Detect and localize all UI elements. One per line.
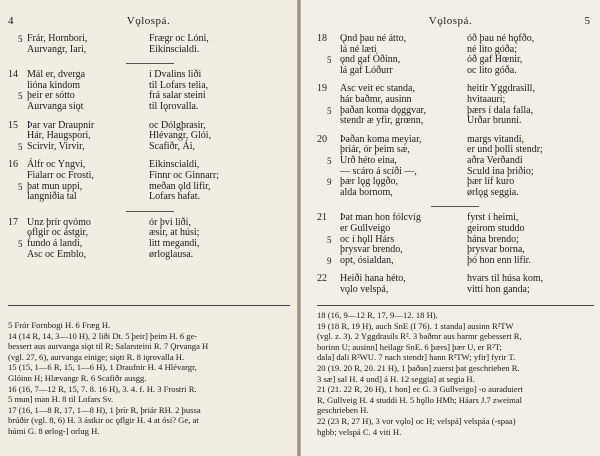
verse-line: [317, 116, 592, 127]
stanza-number: 18: [317, 33, 327, 44]
half-line-b: til Iǫrovalla.: [149, 100, 199, 112]
half-line-a: vǫlo velspá,: [340, 283, 389, 295]
line-number: 5: [327, 55, 332, 66]
note-line: 15 (15, 1—6 R, 15, 1—6 H), 1 Draufnir H. 4 Hlévargr,: [8, 362, 197, 373]
line-number: 5: [327, 155, 332, 166]
half-line-b: margs vitandi,: [467, 133, 525, 145]
note-line: 17 (16, 1—8 R, 17, 1—8 H), 1 þrír R, þriár RH. 2 þussa: [8, 404, 201, 415]
half-line-a: fundo á landi,: [27, 237, 83, 249]
half-line-b: Hlévangr, Glói,: [149, 130, 212, 142]
stanza-block: [8, 34, 288, 268]
verse-line: [317, 285, 592, 296]
half-line-b: oc lito góða.: [467, 64, 517, 76]
half-line-b: Finnr oc Ginnarr;: [149, 169, 219, 181]
half-line-a: Aurvangr, Iari,: [27, 43, 87, 55]
half-line-b: til Lofars telia,: [149, 79, 209, 91]
half-line-b: Eikinscialdi,: [149, 159, 200, 171]
stanza: [8, 218, 288, 260]
half-line-a: Ǫnd þau né átto,: [340, 33, 407, 44]
half-line-a: lá né læti: [340, 43, 377, 55]
half-line-b: heitir Yggdrasill,: [467, 83, 535, 95]
stanza-number: 14: [8, 69, 18, 81]
stanza: [317, 213, 592, 266]
notes-divider: [8, 305, 290, 306]
verse-line: [317, 188, 592, 199]
half-line-a: Frár, Hornbori,: [27, 33, 88, 44]
right-page: [301, 0, 600, 456]
half-line-a: hár baðmr, ausinn: [340, 93, 412, 105]
half-line-a: Aurvanga siǫt: [27, 100, 84, 112]
verse-line: [8, 34, 288, 45]
critical-apparatus: [317, 310, 593, 437]
half-line-a: þaðan koma dǫggvar,: [340, 104, 426, 116]
half-line-b: þær líf kuro: [467, 176, 515, 188]
critical-apparatus: [8, 320, 290, 437]
line-number: 5: [327, 234, 332, 245]
note-line: brúðir (vgl. 8, 6) H. 3 ástkir oc ǫflgir H. 4 at ósi? Ge, at: [8, 415, 199, 426]
half-line-a: alda bornom,: [340, 186, 393, 198]
note-line: 5 mun] man H. 8 til Lofars Sv.: [8, 394, 114, 405]
half-line-b: geirom studdo: [467, 222, 525, 234]
half-line-a: Fialarr oc Frosti,: [27, 169, 94, 181]
stanza: [317, 34, 592, 76]
right-header: [301, 15, 600, 29]
note-line: 21 (21. 22 R, 26 H), 1 hon] ec G. 3 Gullveigo] -o auraduiert: [317, 384, 523, 395]
left-header: [0, 15, 297, 29]
half-line-a: þat mun uppi,: [27, 180, 83, 192]
note-line: (vgl. z. 3). 2 Yggdrasils R². 3 baðmr aus barmr gebessert R,: [317, 331, 522, 342]
line-number: 5: [18, 238, 23, 249]
half-line-a: Scirvir, Virvir,: [27, 140, 85, 152]
half-line-b: ørloglausa.: [149, 248, 194, 260]
half-line-b: né lito góða;: [467, 43, 517, 55]
stanza-number: 20: [317, 133, 327, 145]
half-line-a: Þat man hon fólcvíg: [340, 212, 421, 224]
half-line-a: Hár, Haugspori,: [27, 130, 91, 142]
stanza: [8, 70, 288, 112]
half-line-b: meðan ǫld lifir,: [149, 180, 211, 192]
half-line-b: óð gaf Hœnir,: [467, 54, 523, 66]
half-line-a: þriár, ór þeim sæ,: [340, 144, 410, 156]
note-line: geschrieben H.: [317, 405, 369, 416]
half-line-a: — scáro á scíði —,: [340, 165, 417, 177]
half-line-a: ǫflgir oc ástgir,: [27, 227, 88, 239]
stanza-divider: [126, 211, 174, 212]
verse-line: [8, 192, 288, 203]
page-number: 5: [584, 15, 590, 27]
half-line-a: Þar var Draupnir: [27, 119, 95, 131]
stanza: [317, 274, 592, 295]
note-line: dala] dali R²WU. 7 nach stendr] hann R²TW; yfir] fyrir T.: [317, 352, 516, 363]
half-line-b: óð þau né hǫfðo,: [467, 33, 535, 44]
note-line: 18 (16, 9—12 R, 17, 9—12. 18 H).: [317, 310, 438, 320]
half-line-b: ór þvi liði,: [149, 216, 191, 228]
verse-line: [317, 256, 592, 267]
half-line-b: ørlǫg seggia.: [467, 186, 519, 198]
note-line: 3 sæ] sal H. 4 und] á H. 12 seggia] at segia H.: [317, 373, 475, 384]
verse-line: [8, 45, 288, 56]
page-number: 4: [8, 15, 14, 27]
half-line-a: þeir er sótto: [27, 90, 75, 102]
half-line-a: þrysvar brendo,: [340, 244, 403, 256]
half-line-a: er Gullveigo: [340, 222, 391, 234]
stanza-divider: [126, 63, 174, 64]
half-line-b: hvitaauri;: [467, 93, 506, 105]
stanza-number: 19: [317, 83, 327, 95]
half-line-a: ǫnd gaf Óðinn,: [340, 54, 401, 66]
note-line: Glóinn H; Hlævangr R. 6 Scafiðr ausgg.: [8, 372, 147, 383]
line-number: 9: [327, 177, 332, 188]
half-line-b: hvars til húsa kom,: [467, 273, 544, 285]
half-line-a: Heiði hana héto,: [340, 273, 406, 285]
notes-divider: [317, 305, 594, 306]
note-line: 16 (16, 7—12 R, 15, 7. 8. 16 H), 3. 4. f. H. 3 Frostri R.: [8, 383, 197, 394]
stanza: [317, 84, 592, 126]
half-line-b: litt megandi,: [149, 237, 200, 249]
half-line-a: Asc veit ec standa,: [340, 83, 415, 95]
verse-line: [317, 95, 592, 106]
verse-line: [317, 66, 592, 77]
running-title: Vǫlospá.: [126, 15, 171, 27]
half-line-b: Sculd ina þriðio;: [467, 165, 534, 177]
half-line-b: æsir, at húsi;: [149, 227, 200, 239]
half-line-a: Asc oc Emblo,: [27, 248, 87, 260]
half-line-a: Álfr oc Yngvi,: [27, 159, 86, 171]
verse-line: [8, 142, 288, 153]
half-line-b: Urðar brunni.: [467, 115, 522, 127]
stanza-divider: [431, 206, 479, 207]
verse-line: [8, 171, 288, 182]
note-line: 14 (14 R, 14, 3—10 H), 2 liði Dt. 5 þeir] þeim H. 6 ge-: [8, 330, 198, 341]
line-number: 5: [18, 141, 23, 152]
half-line-a: Mál er, dverga: [27, 69, 86, 81]
half-line-a: Unz þrír qvómo: [27, 216, 91, 228]
half-line-b: hána brendo;: [467, 233, 519, 245]
half-line-b: Frægr oc Lóni,: [149, 33, 209, 44]
line-number: 5: [18, 34, 23, 44]
half-line-b: Scafiðr, Ái,: [149, 140, 195, 152]
half-line-a: Þaðan koma meyiar,: [340, 133, 422, 145]
note-line: bessert aus aurvanga siǫt til R; Salarsteini R. 7 Ǫrvanga H: [8, 341, 209, 352]
note-line: 5 Frór Fornbogi H. 6 Fræg H.: [8, 320, 111, 330]
half-line-b: Lofars hafat.: [149, 191, 201, 203]
running-title: Vǫlospá.: [428, 15, 473, 27]
verse-line: [317, 224, 592, 235]
half-line-b: fyrst í heimi,: [467, 212, 519, 224]
half-line-a: Urð héto eina,: [340, 154, 397, 166]
half-line-b: í Dvalins liði: [149, 69, 202, 81]
half-line-b: er und þolli stendr;: [467, 144, 543, 156]
line-number: 5: [18, 181, 23, 192]
stanza: [8, 34, 288, 55]
stanza-number: 17: [8, 216, 18, 228]
half-line-b: Eikinscialdi.: [149, 43, 200, 55]
note-line: 20 (19. 20 R, 20. 21 H), 1 þaðan] zuerst þat geschrieben R.: [317, 362, 520, 373]
half-line-b: þó hon enn lifir.: [467, 254, 531, 266]
half-line-b: oc Dólgþrasir,: [149, 119, 206, 131]
half-line-b: aðra Verðandi: [467, 154, 523, 166]
stanza-number: 16: [8, 159, 18, 171]
verse-line: [8, 250, 288, 261]
verse-line: [317, 34, 592, 45]
stanza: [8, 121, 288, 153]
note-line: R, Gullveig H. 4 studdi H. 5 hǫllo HMh; Háars J.7 zweimal: [317, 394, 523, 405]
note-line: (vgl. 27, 6), aurvanga einige; siǫtt R. 8 iǫrovalla H.: [8, 351, 185, 362]
stanza-number: 21: [317, 212, 327, 224]
note-line: húmi G. 8 ørlog-] orlug H.: [8, 425, 100, 436]
half-line-a: þær lǫg lǫgðo,: [340, 176, 399, 188]
half-line-b: vitti hon ganda;: [467, 283, 530, 295]
line-number: 5: [327, 105, 332, 116]
note-line: 19 (18 R, 19 H), auch SnE (I 76). 1 standa] ausinn R²TW: [317, 320, 514, 331]
half-line-a: lá gaf Lóðurr: [340, 64, 393, 76]
half-line-a: opt, ósialdan,: [340, 254, 394, 266]
stanza-number: 15: [8, 119, 18, 131]
half-line-b: frá salar steini: [149, 90, 206, 102]
half-line-a: lióna kindom: [27, 79, 81, 91]
verse-line: [8, 239, 288, 250]
stanza: [8, 160, 288, 202]
line-number: 9: [327, 255, 332, 266]
stanza-block: [317, 34, 592, 303]
half-line-a: oc í hǫll Hárs: [340, 233, 395, 245]
note-line: hgbb; velspá C. 4 viti H.: [317, 426, 402, 437]
half-line-a: langniðia tal: [27, 191, 77, 203]
stanza-number: 22: [317, 273, 327, 285]
note-line: 22 (23 R, 27 H), 3 vor vǫlo] oc H; velspá] velspáa (-spaa): [317, 415, 516, 426]
verse-line: [8, 102, 288, 113]
half-line-a: stendr æ yfir, grœnn,: [340, 115, 424, 127]
stanza: [317, 135, 592, 199]
line-number: 5: [18, 91, 23, 102]
verse-line: [317, 156, 592, 167]
note-line: borinn U; ausinn] heilagr SnE. 6 þærs] þær U, er R²T;: [317, 341, 502, 352]
half-line-b: þrysvar borna,: [467, 244, 525, 256]
left-page: [0, 0, 297, 456]
half-line-b: þærs í dala falla,: [467, 104, 534, 116]
